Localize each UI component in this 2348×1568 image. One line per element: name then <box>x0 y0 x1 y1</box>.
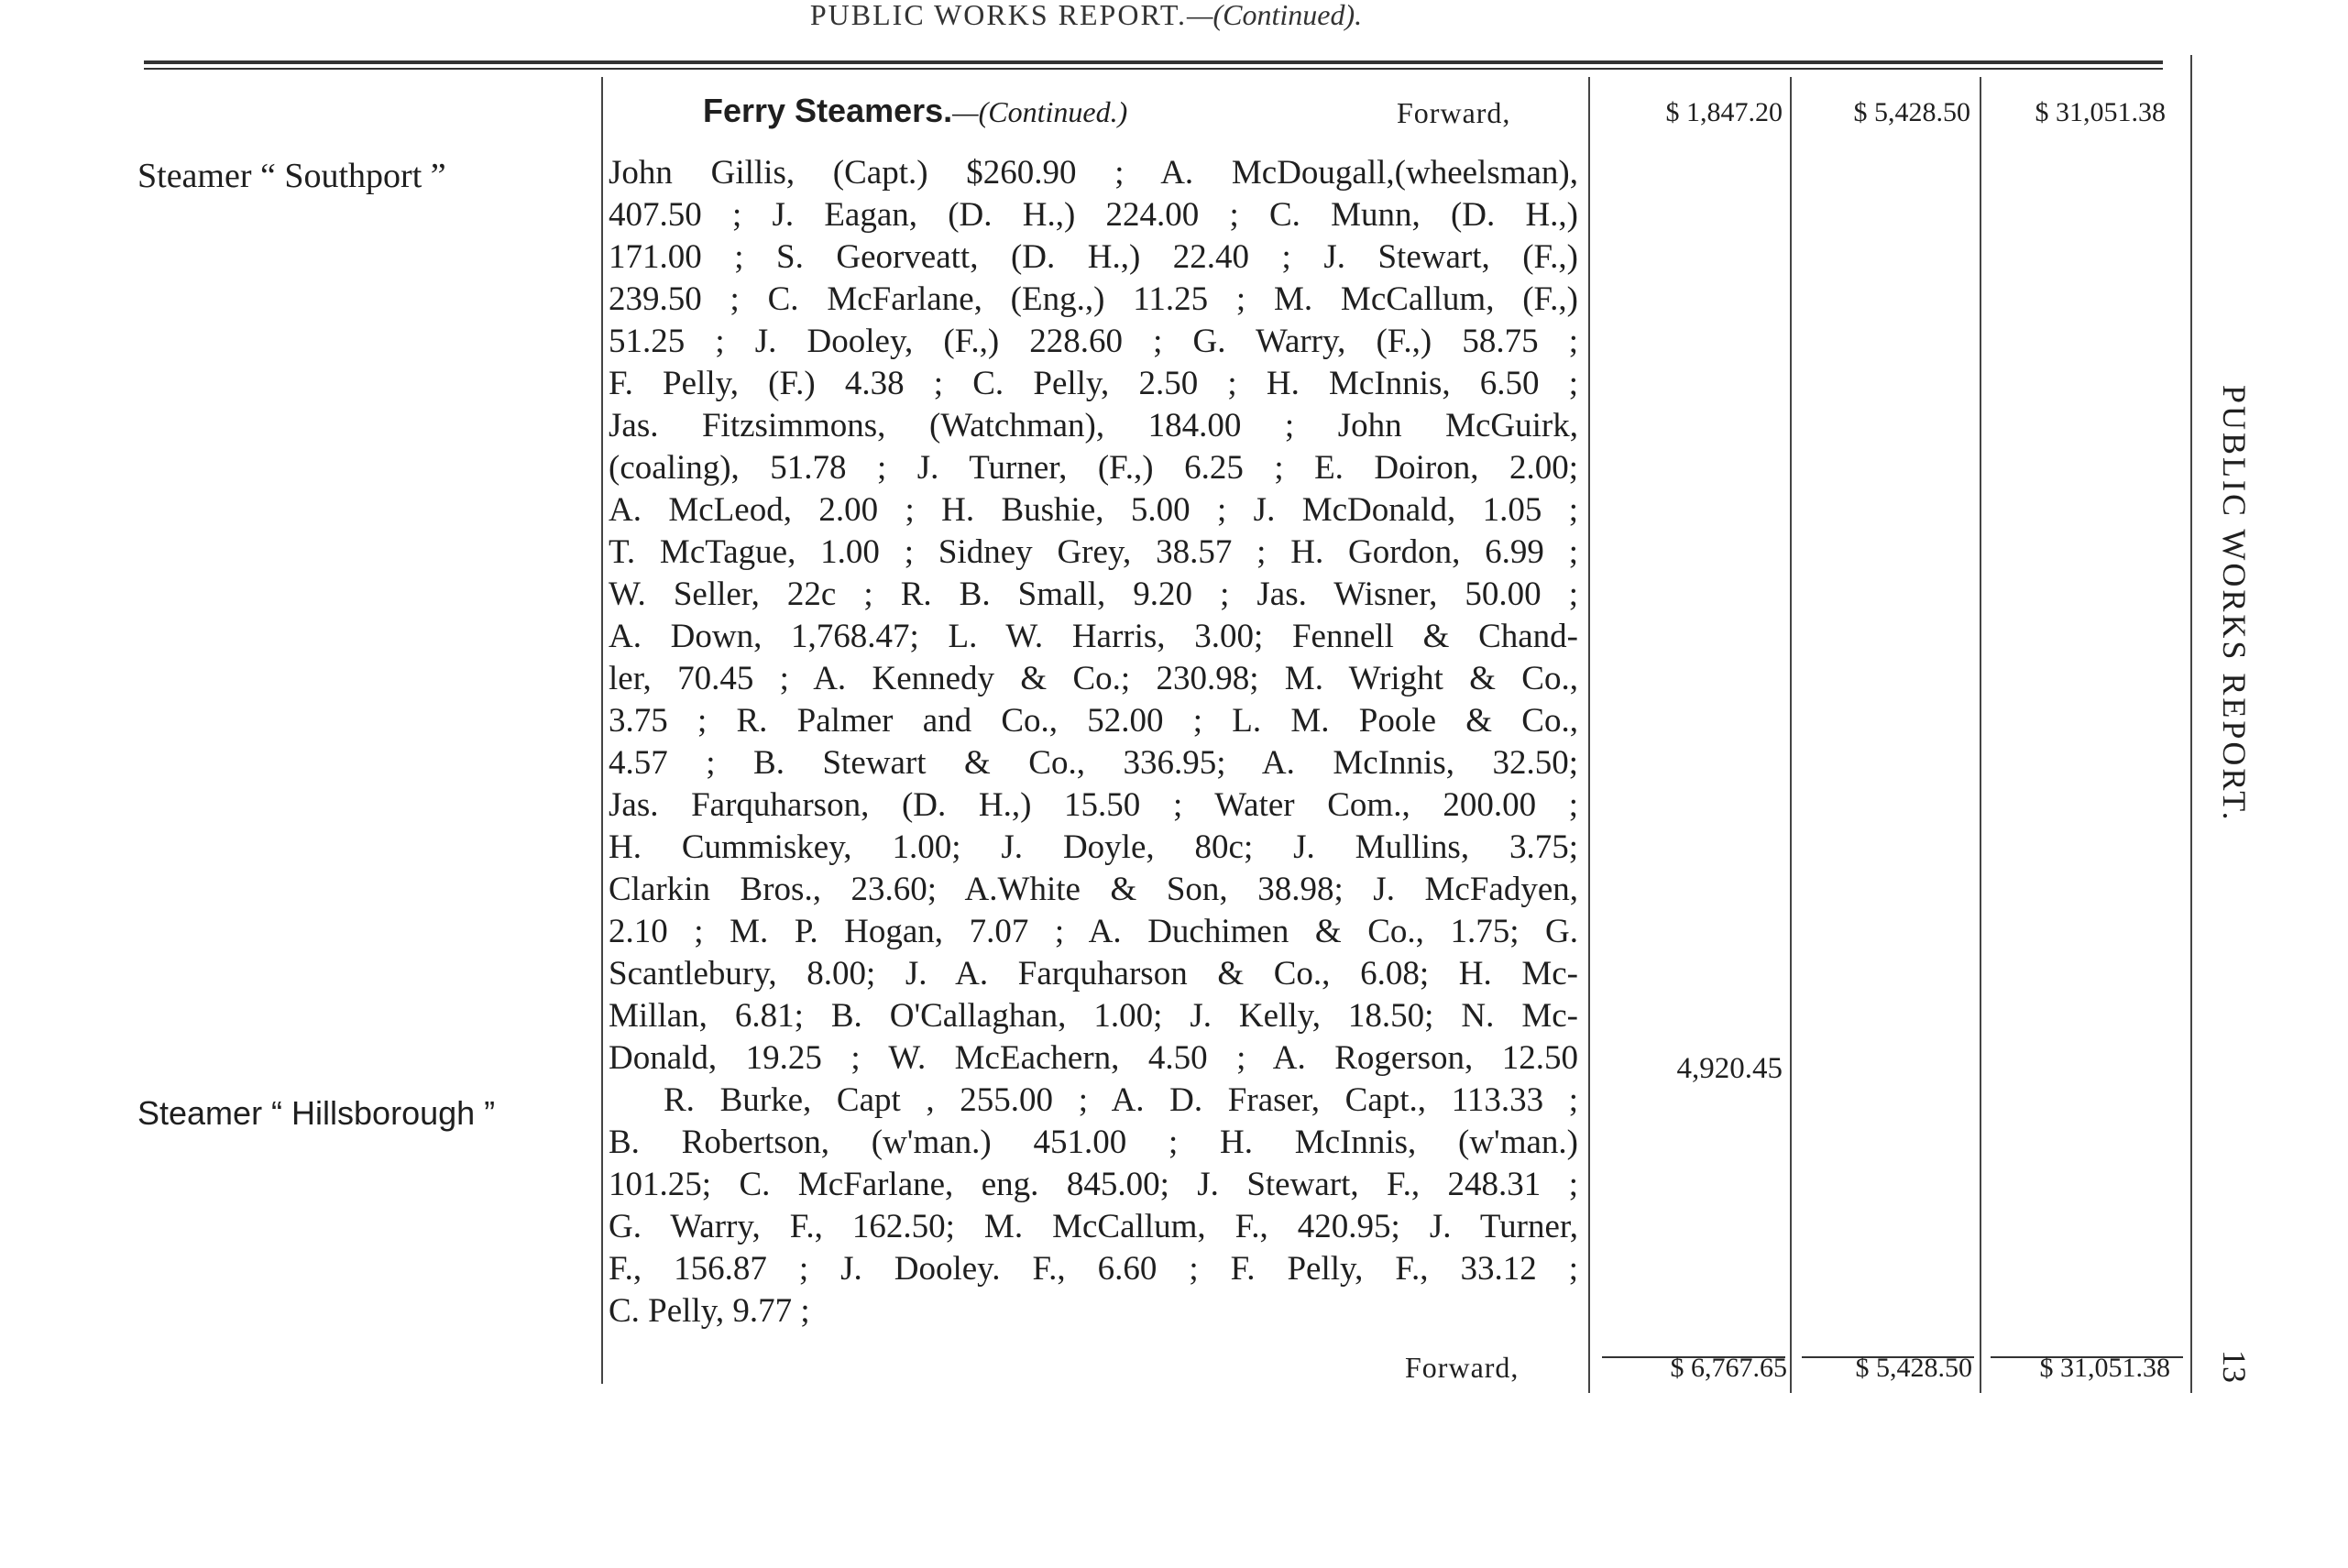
text-line: 407.50 ; J. Eagan, (D. H.,) 224.00 ; C. Munn, (D. H.,) <box>609 196 1578 234</box>
text-line: (coaling), 51.78 ; J. Turner, (F.,) 6.25 ; E. Doiron, 2.00; <box>609 449 1578 487</box>
column-divider-1 <box>1588 77 1590 1393</box>
bottom-amount-3: $ 31,051.38 <box>2039 1353 2170 1383</box>
text-line: Scantlebury, 8.00; J. A. Farquharson & Co., 6.08; H. Mc- <box>609 955 1578 992</box>
forward-label-bottom: Forward, <box>1405 1351 1520 1384</box>
text-line: T. McTague, 1.00 ; Sidney Grey, 38.57 ; H. Gordon, 6.99 ; <box>609 533 1578 571</box>
top-amount-1: $ 1,847.20 <box>1665 97 1783 127</box>
section-title-text: Ferry Steamers. <box>703 92 953 129</box>
header-title: PUBLIC WORKS REPORT. <box>809 0 1188 31</box>
text-line: A. Down, 1,768.47; L. W. Harris, 3.00; Fennell & Chand- <box>609 618 1578 655</box>
text-line: 3.75 ; R. Palmer and Co., 52.00 ; L. M. Poole & Co., <box>609 702 1578 740</box>
text-line: Jas. Fitzsimmons, (Watchman), 184.00 ; John McGuirk, <box>609 407 1578 444</box>
text-line: W. Seller, 22c ; R. B. Small, 9.20 ; Jas. Wisner, 50.00 ; <box>609 576 1578 613</box>
column-divider-left <box>601 77 603 1384</box>
text-line: R. Burke, Capt , 255.00 ; A. D. Fraser, Capt., 113.33 ; <box>664 1081 1578 1119</box>
southport-entry-text <box>609 152 1578 1080</box>
column-divider-right <box>2190 55 2192 1393</box>
bottom-amount-2: $ 5,428.50 <box>1855 1353 1972 1383</box>
text-line: 171.00 ; S. Georveatt, (D. H.,) 22.40 ; J. Stewart, (F.,) <box>609 238 1578 276</box>
text-line: 4.57 ; B. Stewart & Co., 336.95; A. McInnis, 32.50; <box>609 744 1578 782</box>
text-line: Millan, 6.81; B. O'Callaghan, 1.00; J. Kelly, 18.50; N. Mc- <box>609 997 1578 1035</box>
text-line: 2.10 ; M. P. Hogan, 7.07 ; A. Duchimen & Co., 1.75; G. <box>609 913 1578 950</box>
header-continued: —(Continued). <box>1187 0 1363 31</box>
bottom-amount-1: $ 6,767.65 <box>1670 1353 1787 1383</box>
header-rule-bottom <box>144 68 2163 70</box>
text-line: F., 156.87 ; J. Dooley. F., 6.60 ; F. Pelly, F., 33.12 ; <box>609 1250 1578 1288</box>
text-line: A. McLeod, 2.00 ; H. Bushie, 5.00 ; J. McDonald, 1.05 ; <box>609 491 1578 529</box>
section-title-continued: —(Continued.) <box>952 95 1128 128</box>
column-divider-3 <box>1980 77 1981 1393</box>
column-divider-2 <box>1790 77 1792 1393</box>
side-running-title <box>2198 385 2271 935</box>
text-line: G. Warry, F., 162.50; M. McCallum, F., 420.95; J. Turner, <box>609 1208 1578 1245</box>
header-rule-top <box>144 60 2163 64</box>
text-line: 101.25; C. McFarlane, eng. 845.00; J. Stewart, F., 248.31 ; <box>609 1166 1578 1203</box>
southport-total: 4,920.45 <box>1676 1052 1783 1085</box>
text-line: Donald, 19.25 ; W. McEachern, 4.50 ; A. Rogerson, 12.50 <box>609 1039 1578 1077</box>
text-line: Clarkin Bros., 23.60; A.White & Son, 38.98; J. McFadyen, <box>609 871 1578 908</box>
text-line: H. Cummiskey, 1.00; J. Doyle, 80c; J. Mullins, 3.75; <box>609 828 1578 866</box>
text-line: B. Robertson, (w'man.) 451.00 ; H. McInnis, (w'man.) <box>609 1124 1578 1161</box>
top-amount-2: $ 5,428.50 <box>1853 97 1970 127</box>
entry-label-hillsborough: Steamer “ Hillsborough ” <box>137 1094 496 1132</box>
top-amount-3: $ 31,051.38 <box>2035 97 2166 127</box>
text-line: John Gillis, (Capt.) $260.90 ; A. McDougall,(wheelsman), <box>609 154 1578 192</box>
text-line: 239.50 ; C. McFarlane, (Eng.,) 11.25 ; M. McCallum, (F.,) <box>609 280 1578 318</box>
page-number: 13 <box>2216 1350 2253 1383</box>
side-title-text: PUBLIC WORKS REPORT. <box>2216 385 2253 823</box>
text-line: F. Pelly, (F.) 4.38 ; C. Pelly, 2.50 ; H. McInnis, 6.50 ; <box>609 365 1578 402</box>
running-header <box>0 0 2172 32</box>
text-line-last: C. Pelly, 9.77 ; <box>609 1292 810 1330</box>
text-line: Jas. Farquharson, (D. H.,) 15.50 ; Water Com., 200.00 ; <box>609 786 1578 824</box>
text-line: ler, 70.45 ; A. Kennedy & Co.; 230.98; M. Wright & Co., <box>609 660 1578 697</box>
entry-label-southport: Steamer “ Southport ” <box>137 157 446 195</box>
section-title <box>703 92 1127 130</box>
hillsborough-entry-text <box>609 1080 1578 1332</box>
text-line: 51.25 ; J. Dooley, (F.,) 228.60 ; G. Warry, (F.,) 58.75 ; <box>609 323 1578 360</box>
forward-label-top: Forward, <box>1397 96 1511 129</box>
